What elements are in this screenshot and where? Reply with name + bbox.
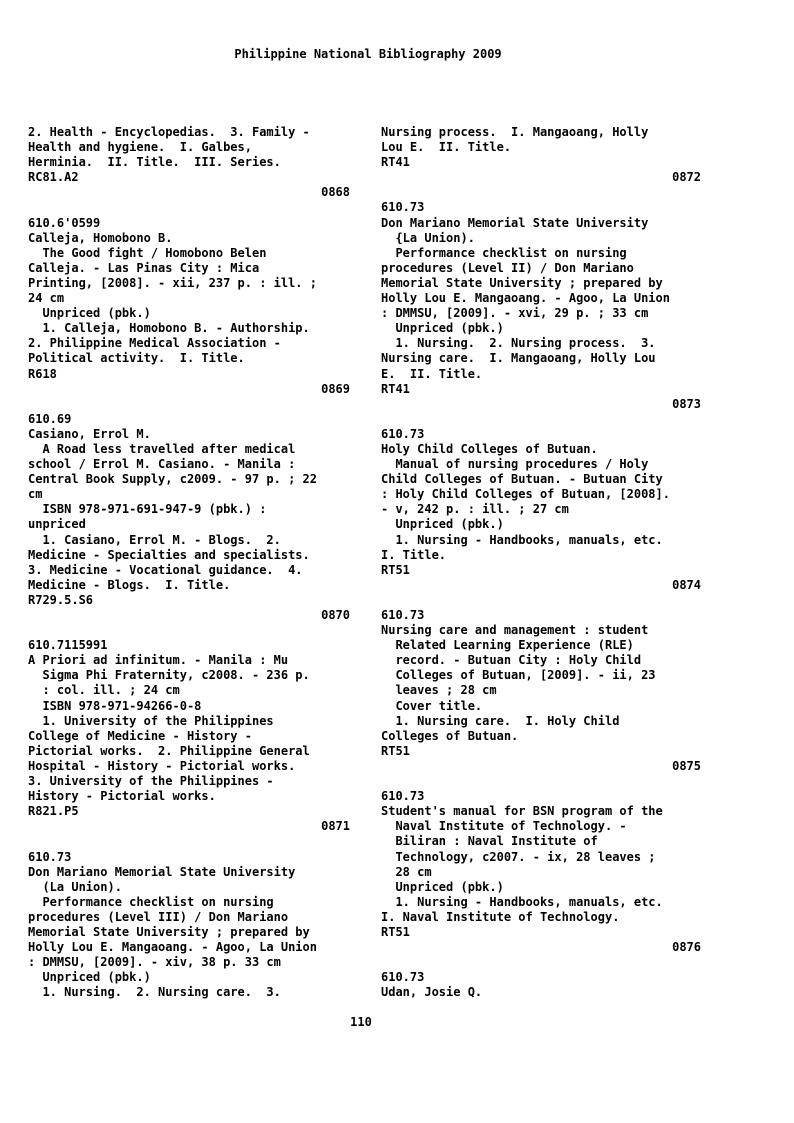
- entry-line: Colleges of Butuan.: [381, 728, 519, 743]
- right-column: [381, 125, 701, 1000]
- entry-line: Casiano, Errol M.: [28, 426, 151, 441]
- entry-line: Unpriced (pbk.): [381, 879, 504, 894]
- entry-line: A Road less travelled after medical: [28, 441, 296, 456]
- entry-line: Naval Institute of Technology. -: [381, 819, 627, 834]
- entry-line: ISBN 978-971-691-947-9 (pbk.) :: [28, 502, 267, 517]
- entry-line: Colleges of Butuan, [2009]. - ii, 23: [381, 668, 656, 683]
- entry-line: 2. Health - Encyclopedias. 3. Family -: [28, 125, 310, 139]
- entry-line: Unpriced (pbk.): [28, 970, 151, 985]
- entry-line: Calleja, Homobono B.: [28, 230, 173, 245]
- entry-line: procedures (Level III) / Don Mariano: [28, 909, 289, 924]
- entry-line: [28, 200, 350, 215]
- entry-line: Udan, Josie Q.: [381, 985, 483, 1000]
- entry-line: [381, 774, 701, 789]
- entry-line: 1. Nursing - Handbooks, manuals, etc.: [381, 532, 663, 547]
- entry-number: 0868: [321, 185, 350, 200]
- entry-line: I. Naval Institute of Technology.: [381, 909, 620, 924]
- entry-number: 0872: [672, 170, 701, 185]
- entry-line: Political activity. I. Title.: [28, 351, 245, 366]
- entry-line: cm: [28, 487, 43, 502]
- entry-line: Printing, [2008]. - xii, 237 p. : ill. ;: [28, 275, 317, 290]
- entry-number: 0870: [321, 608, 350, 622]
- entry-line: 1. Calleja, Homobono B. - Authorship.: [28, 321, 310, 336]
- entry-line: 610.73: [381, 200, 425, 215]
- entry-line: The Good fight / Homobono Belen: [28, 245, 267, 260]
- entry-line: 610.73: [381, 970, 425, 985]
- entry-line: Don Mariano Memorial State University: [28, 864, 296, 879]
- entry-line: Related Learning Experience (RLE): [381, 638, 634, 653]
- entry-line: 610.73: [381, 789, 425, 804]
- entry-line: RT41: [381, 381, 410, 396]
- entry-line: : DMMSU, [2009]. - xiv, 38 p. 33 cm: [28, 955, 281, 970]
- entry-line: Sigma Phi Fraternity, c2008. - 236 p.: [28, 668, 310, 683]
- entry-line: 1. Nursing. 2. Nursing care. 3.: [28, 985, 281, 1000]
- entry-line: : DMMSU, [2009]. - xvi, 29 p. ; 33 cm: [381, 306, 649, 321]
- entry-line: 610.73: [28, 849, 72, 864]
- entry-line: Performance checklist on nursing: [381, 245, 627, 260]
- entry-line: [381, 593, 701, 608]
- entry-line: Holly Lou E. Mangaoang. - Agoo, La Union: [381, 291, 670, 306]
- entry-number: 0874: [672, 577, 701, 592]
- entry-line: Unpriced (pbk.): [28, 306, 151, 321]
- entry-line: [28, 397, 350, 412]
- entry-line: Herminia. II. Title. III. Series.: [28, 155, 281, 170]
- entry-line: 610.6'0599: [28, 215, 101, 230]
- entry-line: A Priori ad infinitum. - Manila : Mu: [28, 653, 289, 668]
- entry-line: 24 cm: [28, 291, 65, 306]
- entry-line: 1. Nursing - Handbooks, manuals, etc.: [381, 894, 663, 909]
- entry-line: 2. Philippine Medical Association -: [28, 336, 281, 351]
- entry-line: Performance checklist on nursing: [28, 894, 274, 909]
- entry-line: 1. Nursing care. I. Holy Child: [381, 713, 620, 728]
- entry-line: Holy Child Colleges of Butuan.: [381, 441, 598, 456]
- entry-line: Central Book Supply, c2009. - 97 p. ; 22: [28, 472, 317, 487]
- entry-line: 610.73: [381, 608, 425, 622]
- entry-line: R618: [28, 366, 57, 381]
- entry-line: 610.69: [28, 411, 72, 426]
- entry-line: RT51: [381, 924, 410, 939]
- entry-line: 1. Nursing. 2. Nursing process. 3.: [381, 336, 656, 351]
- entry-line: RC81.A2: [28, 170, 79, 185]
- entry-line: R821.P5: [28, 804, 79, 819]
- entry-line: Lou E. II. Title.: [381, 140, 512, 155]
- entry-line: Memorial State University ; prepared by: [381, 275, 663, 290]
- page-number: 110: [350, 1015, 372, 1029]
- entry-line: Don Mariano Memorial State University: [381, 215, 649, 230]
- entry-line: RT51: [381, 743, 410, 758]
- entry-line: RT51: [381, 562, 410, 577]
- entry-line: Calleja. - Las Pinas City : Mica: [28, 260, 260, 275]
- entry-line: Biliran : Naval Institute of: [381, 834, 598, 849]
- entry-number: 0869: [321, 381, 350, 396]
- entry-line: Holly Lou E. Mangaoang. - Agoo, La Union: [28, 940, 317, 955]
- entry-line: E. II. Title.: [381, 366, 483, 381]
- entry-line: Manual of nursing procedures / Holy: [381, 457, 649, 472]
- entry-line: Medicine - Blogs. I. Title.: [28, 577, 231, 592]
- entry-line: 3. Medicine - Vocational guidance. 4.: [28, 562, 303, 577]
- entry-number: 0873: [672, 396, 701, 411]
- left-column: [28, 125, 350, 1000]
- entry-line: record. - Butuan City : Holy Child: [381, 653, 642, 668]
- entry-line: History - Pictorial works.: [28, 789, 216, 804]
- entry-line: Pictorial works. 2. Philippine General: [28, 743, 310, 758]
- entry-line: (La Union).: [28, 879, 122, 894]
- entry-line: Memorial State University ; prepared by: [28, 924, 310, 939]
- entry-line: Nursing care and management : student: [381, 623, 649, 638]
- entry-line: Health and hygiene. I. Galbes,: [28, 140, 252, 155]
- entry-line: College of Medicine - History -: [28, 728, 252, 743]
- entry-line: 3. University of the Philippines -: [28, 774, 274, 789]
- entry-line: 1. University of the Philippines: [28, 713, 274, 728]
- entry-line: I. Title.: [381, 547, 447, 562]
- entry-line: unpriced: [28, 517, 86, 532]
- entry-line: Hospital - History - Pictorial works.: [28, 758, 296, 773]
- entry-line: Student's manual for BSN program of the: [381, 804, 663, 819]
- entry-line: [381, 185, 701, 200]
- entry-line: Nursing process. I. Mangaoang, Holly: [381, 125, 649, 139]
- entry-line: 610.7115991: [28, 638, 108, 653]
- entry-line: R729.5.S6: [28, 592, 94, 607]
- entry-line: RT41: [381, 155, 410, 170]
- entry-number: 0876: [672, 940, 701, 955]
- entry-line: Nursing care. I. Mangaoang, Holly Lou: [381, 351, 656, 366]
- entry-line: Cover title.: [381, 698, 483, 713]
- entry-line: 1. Casiano, Errol M. - Blogs. 2.: [28, 532, 281, 547]
- entry-number: 0871: [321, 819, 350, 834]
- page-header: Philippine National Bibliography 2009: [234, 47, 502, 61]
- entry-line: : col. ill. ; 24 cm: [28, 683, 180, 698]
- entry-line: procedures (Level II) / Don Mariano: [381, 260, 634, 275]
- entry-line: 610.73: [381, 426, 425, 441]
- entry-line: Unpriced (pbk.): [381, 517, 504, 532]
- entry-line: {La Union).: [381, 230, 475, 245]
- entry-line: 28 cm: [381, 864, 432, 879]
- entry-line: [28, 834, 350, 849]
- entry-line: Unpriced (pbk.): [381, 321, 504, 336]
- entry-line: ISBN 978-971-94266-0-8: [28, 698, 202, 713]
- entry-line: [381, 412, 701, 427]
- entry-line: : Holy Child Colleges of Butuan, [2008].: [381, 487, 670, 502]
- entry-line: Technology, c2007. - ix, 28 leaves ;: [381, 849, 656, 864]
- entry-line: [28, 623, 350, 638]
- entry-number: 0875: [672, 758, 701, 773]
- entry-line: leaves ; 28 cm: [381, 683, 497, 698]
- entry-line: Child Colleges of Butuan. - Butuan City: [381, 472, 663, 487]
- entry-line: school / Errol M. Casiano. - Manila :: [28, 457, 296, 472]
- entry-line: [381, 955, 701, 970]
- entry-line: - v, 242 p. : ill. ; 27 cm: [381, 502, 569, 517]
- entry-line: Medicine - Specialties and specialists.: [28, 547, 310, 562]
